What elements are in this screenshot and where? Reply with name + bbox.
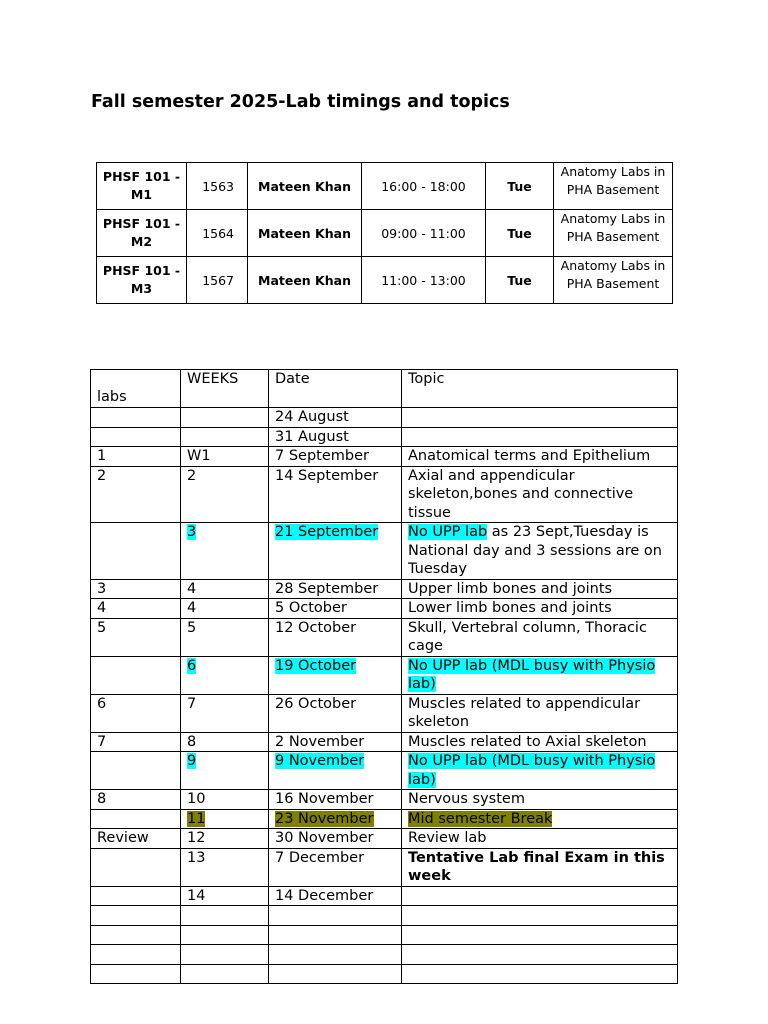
schedule-table [90,369,678,984]
labs-cell [91,408,181,428]
page-title: Fall semester 2025-Lab timings and topics [91,92,510,112]
section-row [97,210,673,257]
room-cell [554,257,673,304]
course-cell [97,210,187,257]
empty-cell [402,906,678,926]
course-code: PHSF 101 - [102,169,181,184]
empty-cell [402,945,678,965]
topic-cell [402,752,678,790]
date-cell [269,523,402,580]
crn-cell: 1564 [187,210,248,257]
empty-cell [181,906,269,926]
day-cell: Tue [486,210,554,257]
table-row [91,694,678,732]
date-cell: 31 August [269,427,402,447]
weeks-cell: 10 [181,790,269,810]
empty-cell [402,964,678,984]
weeks-cell: 12 [181,829,269,849]
topic-cell: Anatomical terms and Epithelium [402,447,678,467]
empty-cell [181,964,269,984]
weeks-cell: 4 [181,599,269,619]
weeks-cell [181,427,269,447]
topic-cell [402,809,678,829]
weeks-cell [181,656,269,694]
empty-cell [269,906,402,926]
room-line: PHA Basement [566,182,660,197]
topic-cell: Lower limb bones and joints [402,599,678,619]
table-row [91,408,678,428]
empty-cell [91,906,181,926]
room-cell [554,210,673,257]
topic-cell: Review lab [402,829,678,849]
instructor-cell: Mateen Khan [248,257,362,304]
header-labs [91,370,181,408]
date-cell: 16 November [269,790,402,810]
table-row [91,523,678,580]
instructor-cell: Mateen Khan [248,163,362,210]
day-cell: Tue [486,257,554,304]
room-line: PHA Basement [566,229,660,244]
time-cell: 11:00 - 13:00 [362,257,486,304]
table-row [91,848,678,886]
table-row [91,790,678,810]
section-row [97,163,673,210]
date-cell: 26 October [269,694,402,732]
topic-cell: Muscles related to Axial skeleton [402,732,678,752]
day-cell: Tue [486,163,554,210]
weeks-cell [181,752,269,790]
table-row [91,427,678,447]
date-cell: 24 August [269,408,402,428]
labs-cell [91,656,181,694]
labs-cell: 7 [91,732,181,752]
topic-cell: Skull, Vertebral column, Thoracic cage [402,618,678,656]
empty-cell [91,964,181,984]
labs-cell: 2 [91,466,181,523]
course-code: PHSF 101 - [102,263,181,278]
date-cell [269,809,402,829]
room-line: PHA Basement [566,276,660,291]
empty-cell [91,925,181,945]
header-labs-label: labs [97,389,127,405]
room-line: Anatomy Labs in [560,164,666,179]
header-weeks: WEEKS [181,370,269,408]
empty-row [91,945,678,965]
room-cell [554,163,673,210]
labs-cell: 4 [91,599,181,619]
weeks-cell: 7 [181,694,269,732]
topic-cell [402,656,678,694]
labs-cell: 3 [91,579,181,599]
date-cell [269,752,402,790]
labs-cell [91,886,181,906]
course-code: PHSF 101 - [102,216,181,231]
weeks-cell: W1 [181,447,269,467]
topic-cell: Upper limb bones and joints [402,579,678,599]
labs-cell [91,848,181,886]
table-row [91,829,678,849]
labs-cell [91,523,181,580]
room-line: Anatomy Labs in [560,258,666,273]
labs-cell [91,809,181,829]
course-cell [97,163,187,210]
date-cell: 7 September [269,447,402,467]
time-cell: 09:00 - 11:00 [362,210,486,257]
highlighted-topic: No UPP lab [408,524,488,540]
labs-cell [91,427,181,447]
date-cell [269,656,402,694]
date-cell: 7 December [269,848,402,886]
labs-cell: 6 [91,694,181,732]
weeks-cell [181,809,269,829]
date-cell: 5 October [269,599,402,619]
table-row [91,656,678,694]
weeks-cell: 8 [181,732,269,752]
topic-cell: Axial and appendicular skeleton,bones and connective tissue [402,466,678,523]
topic-cell: Nervous system [402,790,678,810]
empty-cell [181,945,269,965]
highlighted-topic: No UPP lab (MDL busy with Physio lab) [408,657,656,692]
table-row [91,618,678,656]
date-cell: 30 November [269,829,402,849]
weeks-cell: 5 [181,618,269,656]
header-topic: Topic [402,370,678,408]
highlighted-week: 3 [187,524,197,540]
course-section: M1 [130,187,153,202]
section-row [97,257,673,304]
topic-cell [402,427,678,447]
date-cell: 2 November [269,732,402,752]
empty-cell [91,945,181,965]
date-cell: 14 December [269,886,402,906]
labs-cell: 1 [91,447,181,467]
table-row [91,752,678,790]
highlighted-topic: No UPP lab (MDL busy with Physio lab) [408,753,656,788]
weeks-cell: 2 [181,466,269,523]
highlighted-date: 9 November [275,753,365,769]
table-row [91,466,678,523]
topic-cell [402,408,678,428]
weeks-cell: 13 [181,848,269,886]
empty-cell [181,925,269,945]
empty-row [91,906,678,926]
date-cell: 14 September [269,466,402,523]
topic-cell: Muscles related to appendicular skeleton [402,694,678,732]
table-row [91,886,678,906]
highlighted-week: 6 [187,657,197,674]
empty-cell [269,945,402,965]
schedule-header-row [91,370,678,408]
topic-text: as 23 Sept,Tuesday is National day and 3 sessions are on Tuesday [408,524,662,577]
labs-cell: 5 [91,618,181,656]
table-row [91,579,678,599]
topic-cell [402,523,678,580]
table-row [91,732,678,752]
empty-cell [269,925,402,945]
highlighted-week: 11 [187,810,206,827]
time-cell: 16:00 - 18:00 [362,163,486,210]
empty-cell [402,925,678,945]
weeks-cell: 14 [181,886,269,906]
table-row [91,809,678,829]
weeks-cell: 4 [181,579,269,599]
table-row [91,599,678,619]
labs-cell: 8 [91,790,181,810]
header-date: Date [269,370,402,408]
highlighted-date: 23 November [275,810,374,827]
crn-cell: 1563 [187,163,248,210]
table-row [91,447,678,467]
empty-row [91,925,678,945]
course-section: M2 [130,234,153,249]
date-cell: 12 October [269,618,402,656]
course-cell [97,257,187,304]
instructor-cell: Mateen Khan [248,210,362,257]
empty-row [91,964,678,984]
weeks-cell [181,408,269,428]
labs-cell: Review [91,829,181,849]
highlighted-date: 21 September [275,524,379,540]
topic-cell: Tentative Lab final Exam in this week [402,848,678,886]
room-line: Anatomy Labs in [560,211,666,226]
course-section: M3 [130,281,153,296]
highlighted-topic: Mid semester Break [408,810,553,827]
weeks-cell [181,523,269,580]
empty-cell [269,964,402,984]
labs-cell [91,752,181,790]
highlighted-week: 9 [187,753,197,769]
topic-cell [402,886,678,906]
date-cell: 28 September [269,579,402,599]
highlighted-date: 19 October [275,657,357,674]
crn-cell: 1567 [187,257,248,304]
section-table [96,162,673,304]
